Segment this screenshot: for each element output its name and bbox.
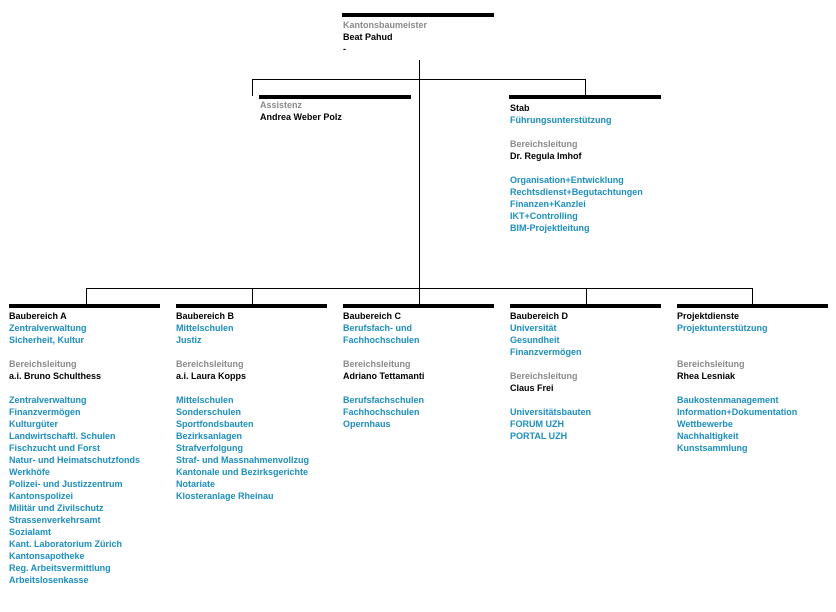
bereich-a-item: Werkhöfe xyxy=(9,467,50,477)
projektdienste-bar xyxy=(677,304,828,308)
bereich-b-item: Sonderschulen xyxy=(176,407,242,417)
projektdienste-item: Wettbewerbe xyxy=(677,419,733,429)
bereich-a-item: Polizei- und Justizzentrum xyxy=(9,479,123,489)
bereich-a-item: Fischzucht und Forst xyxy=(9,443,100,453)
bereich-d-item: PORTAL UZH xyxy=(510,431,568,441)
projektdienste-lead-name: Rhea Lesniak xyxy=(677,371,736,381)
bereich-a-item: Militär und Zivilschutz xyxy=(9,503,104,513)
projektdienste-subtitle: Projektunterstützung xyxy=(677,323,768,333)
bereich-b-item: Strafverfolgung xyxy=(176,443,244,453)
head-extra: - xyxy=(343,44,346,54)
bereich-d-item: Universitätsbauten xyxy=(510,407,592,417)
bereich-b-item: Straf- und Massnahmenvollzug xyxy=(176,455,310,465)
bereich-d-box xyxy=(510,310,591,442)
bereich-a-box xyxy=(9,310,140,586)
bereich-a-item: Kulturgüter xyxy=(9,419,58,429)
bereich-c-item: Fachhochschulen xyxy=(343,407,420,417)
bereich-d-lead-name: Claus Frei xyxy=(510,383,554,393)
bereich-a-title: Baubereich A xyxy=(9,311,67,321)
connector-trunk xyxy=(419,60,420,288)
bereich-c-bar xyxy=(343,304,494,308)
bereich-b-bar xyxy=(176,304,327,308)
head-bar xyxy=(342,13,494,17)
bereich-a-item: Kantonspolizei xyxy=(9,491,74,501)
bereich-c-subtitle: Fachhochschulen xyxy=(343,335,420,345)
projektdienste-title: Projektdienste xyxy=(677,311,740,321)
bereich-d-item: FORUM UZH xyxy=(510,419,564,429)
assistenz-name: Andrea Weber Polz xyxy=(260,112,342,122)
head-box xyxy=(343,19,427,55)
bereich-d-subtitle: Gesundheit xyxy=(510,335,560,345)
assistenz-box xyxy=(260,99,342,123)
bereich-a-item: Landwirtschaftl. Schulen xyxy=(9,431,116,441)
bereich-c-lead-role: Bereichsleitung xyxy=(343,359,411,369)
connector-drop-b xyxy=(252,288,253,304)
stab-bar xyxy=(509,95,661,99)
bereich-a-item: Kantonsapotheke xyxy=(9,551,85,561)
connector-assistenz-drop xyxy=(252,79,253,96)
bereich-a-item: Kant. Laboratorium Zürich xyxy=(9,539,123,549)
bereich-a-item: Arbeitslosenkasse xyxy=(9,575,89,585)
head-role: Kantonsbaumeister xyxy=(343,20,428,30)
bereich-b-item: Kantonale und Bezirksgerichte xyxy=(176,467,309,477)
bereich-a-item: Reg. Arbeitsvermittlung xyxy=(9,563,111,573)
bereich-d-lead-role: Bereichsleitung xyxy=(510,371,578,381)
bereich-a-lead-name: a.i. Bruno Schulthess xyxy=(9,371,102,381)
head-name: Beat Pahud xyxy=(343,32,393,42)
bereich-c-box xyxy=(343,310,424,430)
bereich-a-item: Natur- und Heimatschutzfonds xyxy=(9,455,141,465)
connector-drop-c xyxy=(419,288,420,304)
bereich-a-lead-role: Bereichsleitung xyxy=(9,359,77,369)
bereich-b-subtitle: Justiz xyxy=(176,335,202,345)
stab-item: IKT+Controlling xyxy=(510,211,578,221)
bereich-a-item: Finanzvermögen xyxy=(9,407,81,417)
connector-drop-projekt xyxy=(752,288,753,304)
stab-item: Finanzen+Kanzlei xyxy=(510,199,586,209)
bereich-b-item: Notariate xyxy=(176,479,216,489)
projektdienste-item: Information+Dokumentation xyxy=(677,407,798,417)
bereich-b-box xyxy=(176,310,309,502)
stab-lead-name: Dr. Regula Imhof xyxy=(510,151,582,161)
bereich-a-subtitle: Zentralverwaltung xyxy=(9,323,87,333)
bereich-b-lead-role: Bereichsleitung xyxy=(176,359,244,369)
bereich-d-subtitle: Universität xyxy=(510,323,557,333)
stab-subtitle: Führungsunterstützung xyxy=(510,115,612,125)
bereich-c-subtitle: Berufsfach- und xyxy=(343,323,413,333)
bereich-d-subtitle: Finanzvermögen xyxy=(510,347,582,357)
stab-item: Rechtsdienst+Begutachtungen xyxy=(510,187,643,197)
bereich-a-item: Strassenverkehrsamt xyxy=(9,515,101,525)
stab-box xyxy=(510,102,643,234)
bereich-b-lead-name: a.i. Laura Kopps xyxy=(176,371,247,381)
bereich-a-item: Zentralverwaltung xyxy=(9,395,87,405)
bereich-b-item: Mittelschulen xyxy=(176,395,234,405)
projektdienste-item: Baukostenmanagement xyxy=(677,395,779,405)
bereich-b-item: Bezirksanlagen xyxy=(176,431,243,441)
bereich-a-subtitle: Sicherheit, Kultur xyxy=(9,335,85,345)
bereich-b-subtitle: Mittelschulen xyxy=(176,323,234,333)
projektdienste-item: Kunstsammlung xyxy=(677,443,748,453)
projektdienste-box xyxy=(677,310,797,454)
stab-item: BIM-Projektleitung xyxy=(510,223,590,233)
bereich-b-item: Sportfondsbauten xyxy=(176,419,254,429)
bereich-d-bar xyxy=(510,304,661,308)
bereich-c-item: Berufsfachschulen xyxy=(343,395,425,405)
stab-item: Organisation+Entwicklung xyxy=(510,175,624,185)
bereich-d-title: Baubereich D xyxy=(510,311,569,321)
stab-lead-role: Bereichsleitung xyxy=(510,139,578,149)
bereich-c-lead-name: Adriano Tettamanti xyxy=(343,371,425,381)
connector-upper-horizontal xyxy=(252,79,586,80)
connector-stab-drop xyxy=(585,79,586,96)
bereich-a-item: Sozialamt xyxy=(9,527,52,537)
bereich-c-title: Baubereich C xyxy=(343,311,402,321)
bereich-b-title: Baubereich B xyxy=(176,311,235,321)
connector-drop-a xyxy=(86,288,87,304)
bereich-b-item: Klosteranlage Rheinau xyxy=(176,491,274,501)
stab-title: Stab xyxy=(510,103,530,113)
projektdienste-item: Nachhaltigkeit xyxy=(677,431,739,441)
bereich-a-bar xyxy=(9,304,160,308)
assistenz-role: Assistenz xyxy=(260,100,303,110)
projektdienste-lead-role: Bereichsleitung xyxy=(677,359,745,369)
connector-drop-d xyxy=(586,288,587,304)
bereich-c-item: Opernhaus xyxy=(343,419,391,429)
